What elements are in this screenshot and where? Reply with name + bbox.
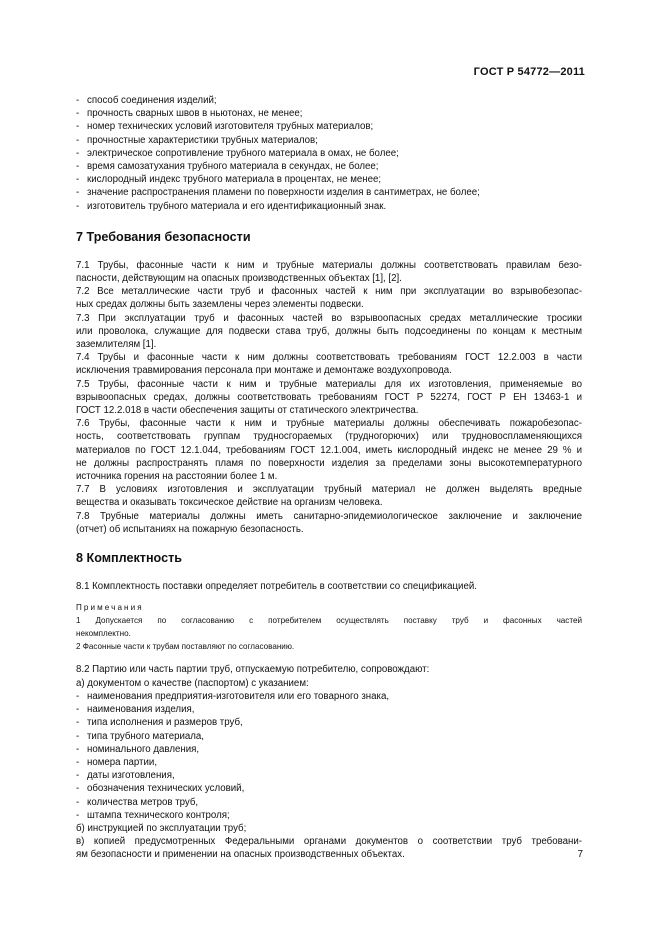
list-item bbox=[76, 200, 582, 213]
passport-item bbox=[76, 730, 582, 743]
text-line: ных средах должны быть заземлены через элементы подвески. bbox=[76, 299, 364, 311]
list-item bbox=[76, 134, 582, 147]
dash-marker: - bbox=[76, 161, 80, 173]
item-b: б) инструкцией по эксплуатации труб; bbox=[76, 822, 247, 834]
section-7-body bbox=[76, 259, 582, 536]
list-item-text: кислородный индекс трубного материала в процентах, не менее; bbox=[87, 174, 382, 186]
dash-marker: - bbox=[76, 187, 80, 199]
list-item-text: время самозатухания трубного материала в секундах, не более; bbox=[87, 161, 379, 173]
text-line: 7.5 Трубы, фасонные части к ним и трубные материалы для их изготовления, применяемые во bbox=[76, 378, 582, 390]
dash-marker: - bbox=[76, 200, 80, 212]
list-item bbox=[76, 186, 582, 199]
list-item bbox=[76, 120, 582, 133]
text-line: исключения травмирования персонала при монтаже и демонтаже воздухопровода. bbox=[76, 365, 452, 377]
text-line: 7.7 В условиях изготовления и эксплуатации трубный материал не должен выделять вредные bbox=[76, 484, 582, 496]
item-v-text bbox=[76, 835, 582, 861]
dash-marker: - bbox=[76, 121, 80, 133]
note-1-text bbox=[76, 615, 582, 641]
notes-block bbox=[76, 602, 582, 653]
list-item-text: наименования предприятия-изготовителя или его товарного знака, bbox=[87, 690, 390, 702]
passport-item bbox=[76, 743, 582, 756]
text-line: ям безопасности и применении на опасных производственных объектах. bbox=[76, 849, 405, 861]
text-line: вещества и оказывать токсическое действие на организм человека. bbox=[76, 497, 383, 509]
paragraph-8-1 bbox=[76, 580, 582, 593]
note-1 bbox=[76, 615, 582, 641]
text-line: материалов по ГОСТ 12.1.044, требованиям ГОСТ 12.1.004, иметь кислородный индекс не менее 29 % и bbox=[76, 444, 582, 456]
dash-marker: - bbox=[76, 796, 80, 808]
paragraph-7-7 bbox=[76, 483, 582, 509]
passport-item bbox=[76, 756, 582, 769]
passport-item bbox=[76, 690, 582, 703]
paragraph-7-4 bbox=[76, 351, 582, 377]
list-item bbox=[76, 147, 582, 160]
paragraph-7-8 bbox=[76, 510, 582, 536]
dash-marker: - bbox=[76, 809, 80, 821]
list-item bbox=[76, 94, 582, 107]
text-line: 7.2 Все металлические части труб и фасонных частей к ним при эксплуатации во взрывобезопас- bbox=[76, 286, 582, 298]
text-line: или проволока, служащие для подвески става труб, должны быть подсоединены по концам к местным bbox=[76, 325, 582, 337]
list-item-text: штампа технического контроля; bbox=[87, 809, 230, 821]
list-item-text: прочностные характеристики трубных материалов; bbox=[87, 134, 318, 146]
list-item-text: номинального давления, bbox=[87, 743, 200, 755]
paragraph-8-2: 8.2 Партию или часть партии труб, отпускаемую потребителю, сопровождают: bbox=[76, 664, 430, 676]
list-item-text: номера партии, bbox=[87, 756, 158, 768]
dash-marker: - bbox=[76, 730, 80, 742]
dash-marker: - bbox=[76, 108, 80, 120]
notes-title: Примечания bbox=[76, 603, 144, 613]
passport-item bbox=[76, 716, 582, 729]
text-line: 7.3 При эксплуатации труб и фасонных частей во взрывоопасных средах металлические тросики bbox=[76, 312, 582, 324]
dash-marker: - bbox=[76, 756, 80, 768]
list-item-text: типа исполнения и размеров труб, bbox=[87, 717, 243, 729]
dash-marker: - bbox=[76, 743, 80, 755]
text-line: 7.4 Трубы и фасонные части к ним должны соответствовать требованиям ГОСТ 12.2.003 в части bbox=[76, 352, 582, 364]
dash-marker: - bbox=[76, 134, 80, 146]
dash-marker: - bbox=[76, 770, 80, 782]
page-number: 7 bbox=[577, 849, 583, 860]
text-line: ГОСТ 12.2.018 в части обеспечения защиты от статического электричества. bbox=[76, 405, 419, 417]
list-item-text: даты изготовления, bbox=[87, 770, 175, 782]
list-item-text: способ соединения изделий; bbox=[87, 95, 217, 106]
page-content bbox=[76, 94, 582, 862]
document-header: ГОСТ Р 54772—2011 bbox=[473, 66, 585, 78]
text-line: ность, соответствовать группам трудносгораемых (трудногорючих) или трудновоспламеняющихся bbox=[76, 431, 582, 443]
list-item bbox=[76, 160, 582, 173]
passport-item bbox=[76, 782, 582, 795]
passport-item bbox=[76, 769, 582, 782]
text-line: 7.6 Трубы, фасонные части к ним и трубные материалы должны обеспечивать пожаробезопас- bbox=[76, 418, 582, 430]
text-line: некомплектно. bbox=[76, 628, 131, 638]
list-item-text: прочность сварных швов в ньютонах, не менее; bbox=[87, 108, 303, 120]
list-item-text: наименования изделия, bbox=[87, 704, 195, 716]
list-item-text: количества метров труб, bbox=[87, 796, 199, 808]
paragraph-8-1-text: 8.1 Комплектность поставки определяет потребитель в соответствии со спецификацией. bbox=[76, 581, 477, 593]
dash-marker: - bbox=[76, 690, 80, 702]
text-line: в) копией предусмотренных Федеральными органами документов о соответствии труб требовани- bbox=[76, 836, 582, 848]
parameter-list bbox=[76, 94, 582, 213]
paragraph-7-3 bbox=[76, 312, 582, 352]
text-line: не должны распространять пламя по поверхности изделия за пределами зоны высокотемпературного bbox=[76, 457, 582, 469]
dash-marker: - bbox=[76, 95, 80, 106]
list-item-text: типа трубного материала, bbox=[87, 730, 204, 742]
dash-marker: - bbox=[76, 147, 80, 159]
list-item-text: значение распространения пламени по поверхности изделия в сантиметрах, не более; bbox=[87, 187, 480, 199]
list-item-text: номер технических условий изготовителя трубных материалов; bbox=[87, 121, 374, 133]
note-2: 2 Фасонные части к трубам поставляют по согласованию. bbox=[76, 641, 295, 651]
dash-marker: - bbox=[76, 783, 80, 795]
text-line: 7.8 Трубные материалы должны иметь санитарно-эпидемиологическое заключение и заключение bbox=[76, 510, 582, 522]
paragraph-7-6 bbox=[76, 417, 582, 483]
text-line: взрывоопасных средах, должны соответствовать требованиям ГОСТ Р 52274, ГОСТ Р ЕН 13463-1 и bbox=[76, 391, 582, 403]
text-line: 7.1 Трубы, фасонные части к ним и трубные материалы должны соответствовать правилам безо- bbox=[76, 259, 582, 271]
text-line: пасности, действующим на опасных производственных объектах [1], [2]. bbox=[76, 273, 402, 285]
list-item-text: изготовитель трубного материала и его идентификационный знак. bbox=[87, 200, 387, 212]
dash-marker: - bbox=[76, 717, 80, 729]
passport-list bbox=[76, 690, 582, 822]
item-v bbox=[76, 835, 582, 861]
paragraph-7-5 bbox=[76, 378, 582, 418]
paragraph-7-1 bbox=[76, 259, 582, 285]
item-a: а) документом о качестве (паспортом) с указанием: bbox=[76, 677, 309, 689]
section-7-title: 7 Требования безопасности bbox=[76, 229, 251, 244]
paragraph-7-2 bbox=[76, 285, 582, 311]
list-item bbox=[76, 173, 582, 186]
passport-item bbox=[76, 703, 582, 716]
dash-marker: - bbox=[76, 704, 80, 716]
section-8-title: 8 Комплектность bbox=[76, 551, 182, 566]
list-item-text: электрическое сопротивление трубного материала в омах, не более; bbox=[87, 147, 399, 159]
dash-marker: - bbox=[76, 174, 80, 186]
text-line: (отчет) об испытаниях на пожарную безопасность. bbox=[76, 523, 304, 535]
passport-item bbox=[76, 796, 582, 809]
list-item-text: обозначения технических условий, bbox=[87, 783, 245, 795]
list-item bbox=[76, 107, 582, 120]
text-line: источника горения на расстоянии более 1 м. bbox=[76, 471, 278, 483]
passport-item bbox=[76, 809, 582, 822]
text-line: 1 Допускается по согласованию с потребителем осуществлять поставку труб и фасонных частей bbox=[76, 616, 582, 626]
text-line: заземлителям [1]. bbox=[76, 339, 157, 351]
